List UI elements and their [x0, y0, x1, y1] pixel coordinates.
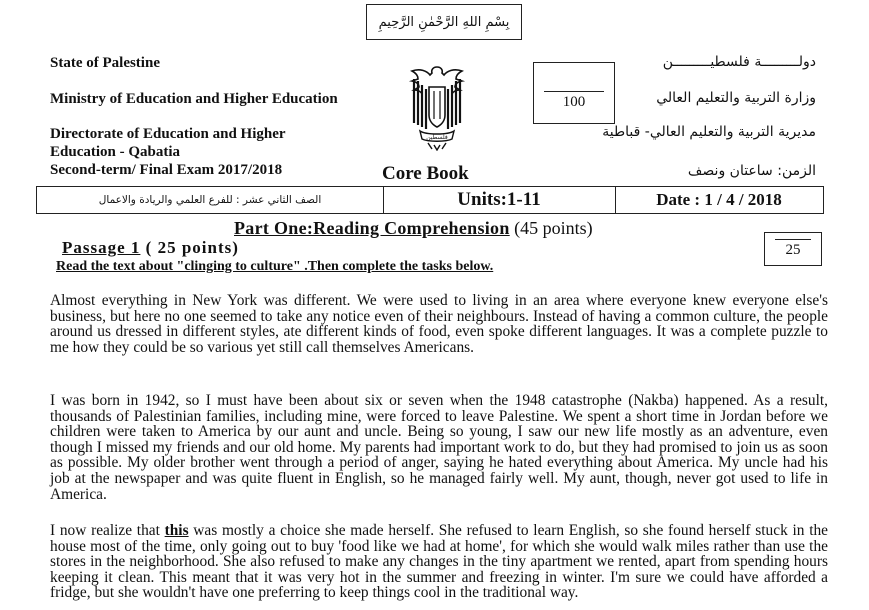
units-label: Units:1-11 [457, 189, 541, 210]
subject-title: Core Book [382, 163, 469, 184]
directorate-line1-en: Directorate of Education and Higher [50, 126, 286, 142]
paragraph-2: I was born in 1942, so I must have been about six or seven when the 1948 catastrophe (Nakba) happened. As a result, thousands of Palestinian families, including mine, were forced to leave Palestine. We spent a short time in Jordan before we children were taken to America by our aunt and uncle. Being so young, I saw our new life mostly as an adventure, even though I missed my friends and our old home. My parents had important work to do, but they had promised to join us as soon as possible. My older brother went through a period of anger, saying he hated everything about America. My uncle had his job at the newspaper and was quite fluent in English, so he managed fairly well. My aunt, though, never got used to life in America. [50, 392, 828, 503]
passage-points: ( 25 points) [140, 238, 239, 257]
passage-score: 25 [785, 242, 801, 258]
class-label-ar: الصف الثاني عشر : للفرع العلمي والريادة والاعمال [98, 194, 322, 206]
total-score: 100 [562, 94, 586, 110]
passage-score-box [764, 232, 822, 266]
exam-time-label-ar: الزمن: ساعتان ونصف [687, 163, 816, 179]
bismillah-text: بِسْمِ اللهِ الرَّحْمٰنِ الرَّحِيمِ [378, 14, 510, 30]
ministry-label-en: Ministry of Education and Higher Education [50, 91, 338, 107]
palestine-eagle-emblem-icon [406, 63, 468, 151]
svg-text:فلسطين: فلسطين [426, 134, 448, 141]
highlighted-word-this: this [164, 522, 189, 539]
paragraph-3 [50, 523, 828, 601]
paragraph-3-start: I now realize that [50, 522, 165, 539]
state-label-en: State of Palestine [50, 55, 160, 71]
state-label-ar: دولـــــــــة فلسطيـــــــــن [662, 54, 816, 70]
total-score-box [533, 62, 615, 124]
part-one-title-row [234, 218, 593, 239]
part-one-title: Part One:Reading Comprehension [234, 218, 510, 238]
exam-term-label: Second-term/ Final Exam 2017/2018 [50, 162, 283, 178]
passage-label: Passage 1 [62, 238, 141, 257]
directorate-line2-en: Education - Qabatia [50, 144, 181, 160]
directorate-label-ar: مديرية التربية والتعليم العالي- قباطية [602, 124, 816, 140]
exam-date: Date : 1 / 4 / 2018 [656, 190, 782, 209]
passage-instruction: Read the text about "clinging to culture" .Then complete the tasks below. [56, 259, 494, 274]
passage-heading [62, 238, 239, 258]
paragraph-3-rest: was mostly a choice she made herself. She refused to learn English, so she found herself stuck in the house most of the time, only going out to buy 'food like we had at home', for which she would walk miles rather than use the stores in the neighborhood. She also refused to make any changes in the tiny apartment we rented, apart from spending hours keeping it clean. This meant that it was very hot in the summer and freezing in winter. I'm sure we could have afforded a fridge, but she wouldn't have one preferring to keep things cool in the traditional way. [50, 522, 828, 602]
paragraph-1: Almost everything in New York was different. We were used to living in an area where everyone knew everyone else's business, but here no one seemed to take any notice even of their neighbours. Instead of having a common culture, the people around us dressed in different styles, ate different kinds of food, even spoke different languages. It was a complete puzzle to me how they could be so various yet still call themselves Americans. [50, 292, 828, 356]
part-one-points: (45 points) [509, 218, 593, 238]
bismillah-box [366, 4, 522, 40]
exam-info-row [36, 186, 824, 214]
ministry-label-ar: وزارة التربية والتعليم العالي [656, 90, 816, 106]
